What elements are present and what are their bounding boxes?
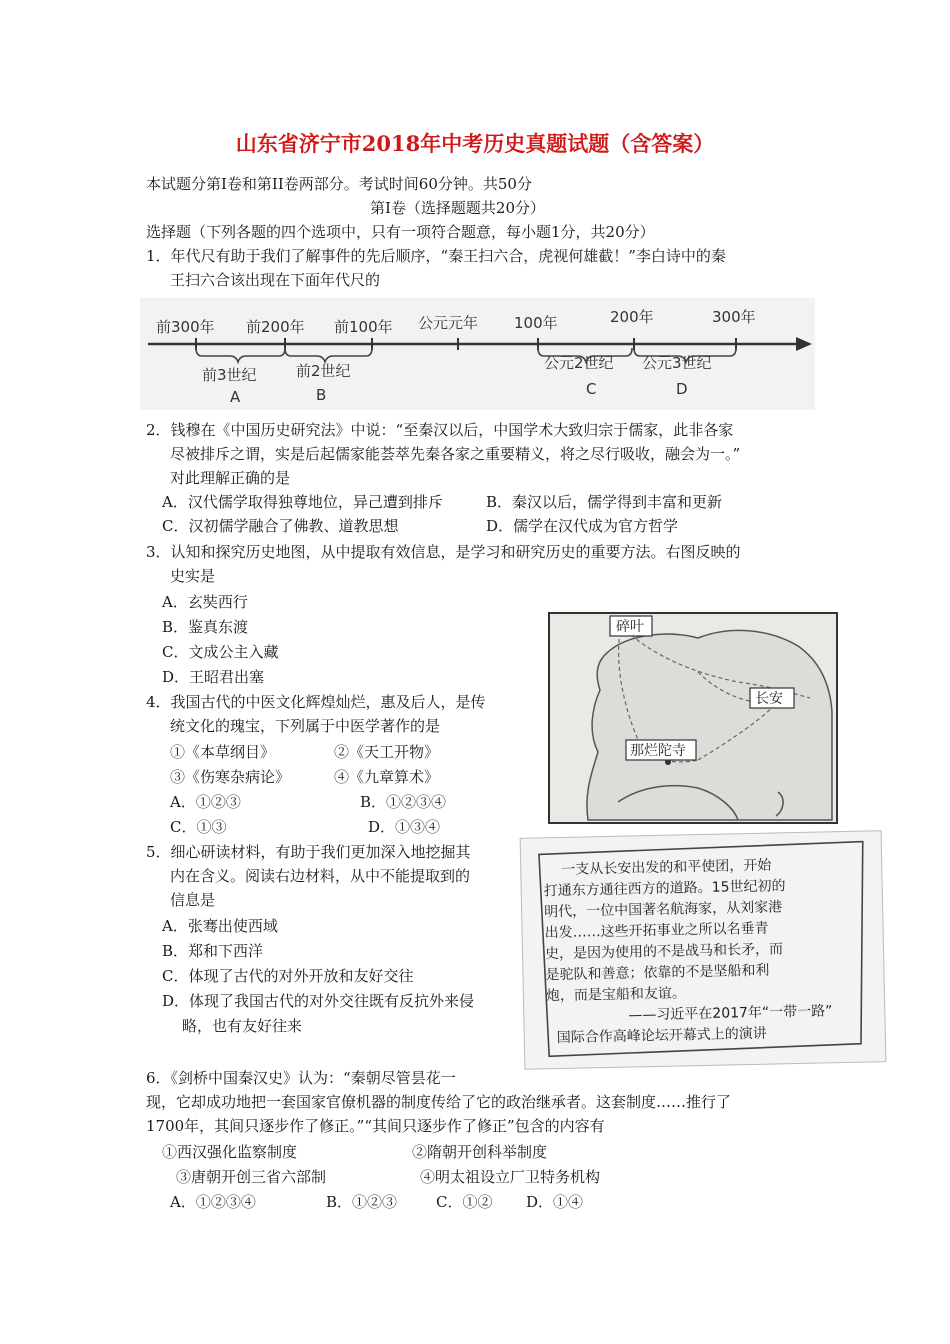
question-1-line2: 王扫六合该出现在下面年代尺的 xyxy=(170,271,381,289)
material-card xyxy=(520,830,887,1070)
option-a: A．①②③④ xyxy=(170,1193,256,1211)
option-c: C．文成公主入藏 xyxy=(162,643,279,661)
option-b: B．鉴真东渡 xyxy=(162,618,249,636)
tick-label: 前200年 xyxy=(246,318,305,336)
option-c: C．①② xyxy=(436,1193,493,1211)
option-b: B．①②③ xyxy=(326,1193,398,1211)
span-letter: B xyxy=(316,386,327,404)
item-3: ③《伤寒杂病论》 xyxy=(170,768,291,786)
item-1: ①西汉强化监察制度 xyxy=(162,1143,298,1161)
option-b: B．①②③④ xyxy=(360,793,447,811)
span-label: 公元3世纪 xyxy=(642,354,712,372)
map-label: 碎叶 xyxy=(616,619,644,635)
section-title: 第Ⅰ卷（选择题题共20分） xyxy=(370,199,546,217)
question-4-line2: 统文化的瑰宝，下列属于中医学著作的是 xyxy=(170,717,441,735)
tick-label: 300年 xyxy=(712,308,756,326)
option-c: C．体现了古代的对外开放和友好交往 xyxy=(162,967,414,985)
span-letter: D xyxy=(676,380,688,398)
material-line: 史，是因为使用的不是战马和长矛，而 xyxy=(544,941,784,963)
option-a: A．玄奘西行 xyxy=(162,593,248,611)
option-d-cont: 略，也有友好往来 xyxy=(182,1017,303,1035)
option-d: D．王昭君出塞 xyxy=(162,668,265,686)
option-d: D．①④ xyxy=(526,1193,584,1211)
span-letter: C xyxy=(586,380,597,398)
question-6-line3: 1700年，其间只逐步作了修正。”“其间只逐步作了修正”包含的内容有 xyxy=(146,1117,605,1135)
tick-label: 前300年 xyxy=(156,318,215,336)
question-5-line3: 信息是 xyxy=(170,891,216,909)
span-label: 公元2世纪 xyxy=(544,354,614,372)
map-label: 长安 xyxy=(755,691,783,707)
tick-label: 100年 xyxy=(514,314,558,332)
tick-label: 前100年 xyxy=(334,318,393,336)
question-3-line1: 3．认知和探究历史地图，从中提取有效信息，是学习和研究历史的重要方法。右图反映的 xyxy=(146,543,741,561)
option-a: A．汉代儒学取得独尊地位，异己遭到排斥 xyxy=(162,493,443,511)
question-5-line2: 内在含义。阅读右边材料，从中不能提取到的 xyxy=(170,867,471,885)
material-line: 打通东方通往西方的道路。15世纪初的 xyxy=(543,878,786,900)
map-label: 那烂陀寺 xyxy=(630,743,686,759)
item-1: ①《本草纲目》 xyxy=(170,743,276,761)
option-d: D．儒学在汉代成为官方哲学 xyxy=(486,517,679,535)
option-b: B．秦汉以后，儒学得到丰富和更新 xyxy=(486,493,723,511)
question-5-line1: 5．细心研读材料，有助于我们更加深入地挖掘其 xyxy=(146,843,471,861)
option-c: C．汉初儒学融合了佛教、道教思想 xyxy=(162,517,399,535)
tick-label: 公元元年 xyxy=(418,314,479,332)
option-a: A．①②③ xyxy=(170,793,241,811)
material-line: 出发……这些开拓事业之所以名垂青 xyxy=(544,920,769,942)
material-source: ——习近平在2017年“一带一路” xyxy=(628,1003,833,1024)
span-label: 前3世纪 xyxy=(202,366,257,384)
material-line: 是驼队和善意；依靠的不是坚船和利 xyxy=(545,962,770,984)
option-b: B．郑和下西洋 xyxy=(162,942,264,960)
span-label: 前2世纪 xyxy=(296,362,351,380)
question-2-line2: 尽被排斥之谓，实是后起儒家能荟萃先秦各家之重要精义，将之尽行吸收，融会为一。” xyxy=(170,445,741,463)
exam-intro: 本试题分第Ⅰ卷和第II卷两部分。考试时间60分钟。共50分 xyxy=(146,175,532,193)
question-6-line2: 现，它却成功地把一套国家官僚机器的制度传给了它的政治继承者。这套制度……推行了 xyxy=(146,1093,732,1111)
item-2: ②隋朝开创科举制度 xyxy=(412,1143,548,1161)
question-2-line3: 对此理解正确的是 xyxy=(170,469,291,487)
option-d: D．体现了我国古代的对外交往既有反抗外来侵 xyxy=(162,992,475,1010)
item-4: ④明太祖设立厂卫特务机构 xyxy=(420,1168,601,1186)
material-source: 国际合作高峰论坛开幕式上的演讲 xyxy=(556,1025,767,1047)
item-2: ②《天工开物》 xyxy=(334,743,440,761)
instructions: 选择题（下列各题的四个选项中，只有一项符合题意，每小题1分，共20分） xyxy=(146,223,655,241)
question-6-line1: 6．《剑桥中国秦汉史》认为：“秦朝尽管昙花一 xyxy=(146,1069,456,1087)
option-a: A．张骞出使西域 xyxy=(162,917,278,935)
item-4: ④《九章算术》 xyxy=(334,768,440,786)
tick-label: 200年 xyxy=(610,308,654,326)
question-3-line2: 史实是 xyxy=(170,567,216,585)
material-line: 炮，而是宝船和友谊。 xyxy=(545,985,687,1005)
span-letter: A xyxy=(230,388,241,406)
option-c: C．①③ xyxy=(170,818,227,836)
item-3: ③唐朝开创三省六部制 xyxy=(176,1168,327,1186)
question-2-line1: 2．钱穆在《中国历史研究法》中说：“至秦汉以后，中国学术大致归宗于儒家，此非各家 xyxy=(146,421,734,439)
material-line: 一支从长安出发的和平使团，开始 xyxy=(561,857,772,878)
question-4-line1: 4．我国古代的中医文化辉煌灿烂，惠及后人，是传 xyxy=(146,693,486,711)
timeline-figure xyxy=(140,298,815,410)
page-title: 山东省济宁市2018年中考历史真题试题（含答案） xyxy=(235,131,715,156)
history-map xyxy=(548,612,838,824)
option-d: D．①③④ xyxy=(368,818,441,836)
material-line: 明代，一位中国著名航海家，从刘家港 xyxy=(544,899,783,921)
question-1-line1: 1．年代尺有助于我们了解事件的先后顺序，“秦王扫六合，虎视何雄截！”李白诗中的秦 xyxy=(146,247,726,265)
